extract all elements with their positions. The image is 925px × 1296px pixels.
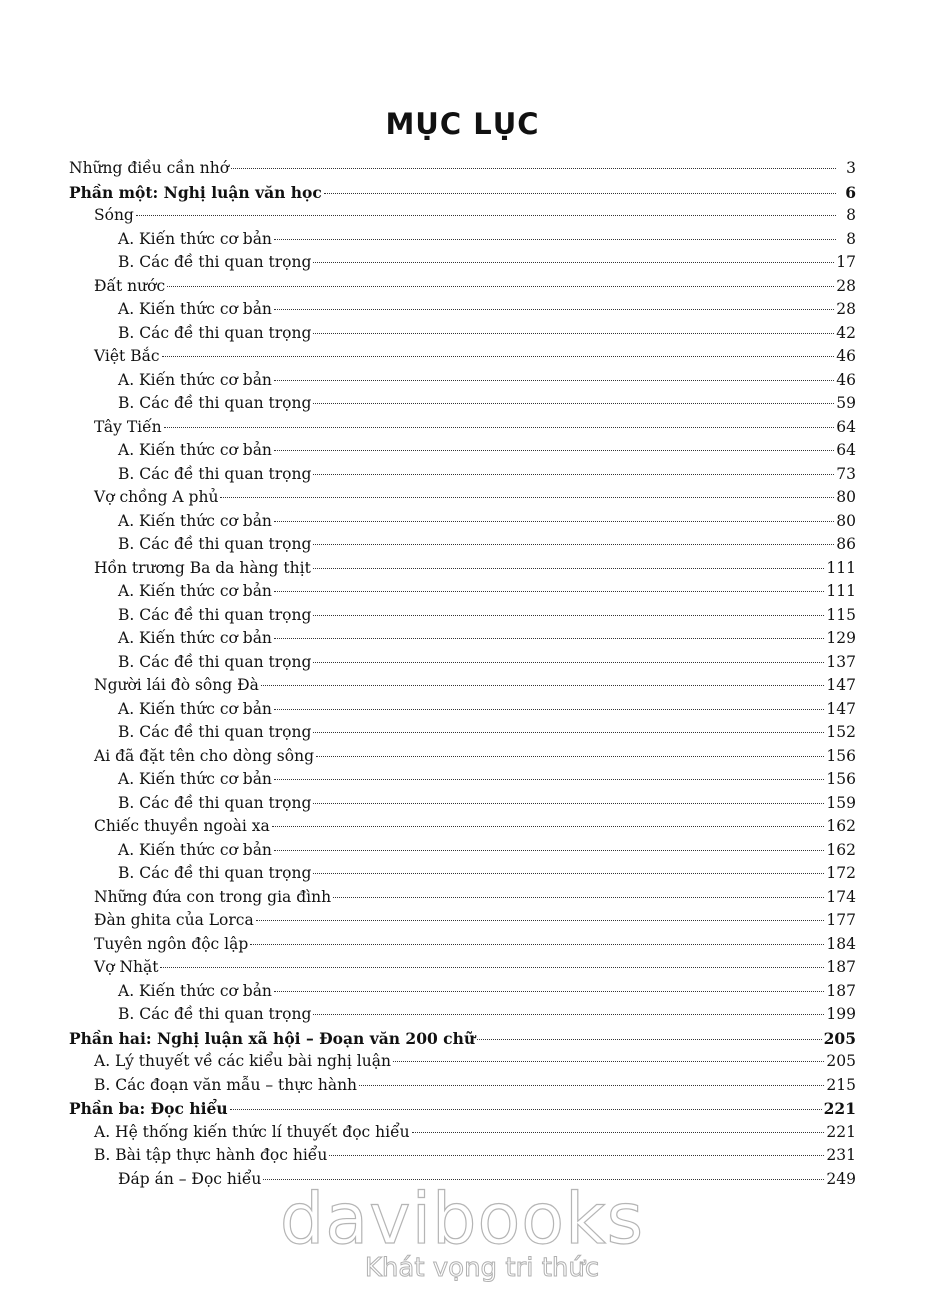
toc-entry-page-number: 187: [826, 958, 856, 976]
toc-entry-title: Ai đã đặt tên cho dòng sông: [94, 746, 314, 765]
toc-entry-title: B. Các đề thi quan trọng: [118, 323, 312, 342]
toc-entry-title: B. Các đề thi quan trọng: [118, 864, 312, 882]
toc-entry[interactable]: [69, 275, 856, 299]
toc-entry-title: Phần hai: Nghị luận xã hội – Đoạn văn 200 chữ: [69, 1028, 476, 1048]
toc-entry-page-number: 205: [826, 1052, 856, 1070]
toc-entry-page-number: 215: [826, 1075, 856, 1094]
toc-entry-page-number: 152: [826, 723, 856, 741]
toc-entry[interactable]: [69, 745, 856, 769]
toc-entry-title: Chiếc thuyền ngoài xa: [94, 817, 270, 835]
dot-leader: [313, 403, 834, 404]
toc-entry-page-number: 28: [836, 276, 856, 295]
toc-entry-page-number: 147: [826, 699, 856, 718]
dot-leader: [313, 333, 834, 334]
toc-entry[interactable]: [69, 463, 856, 487]
toc-entry[interactable]: [69, 533, 856, 557]
dot-leader: [313, 803, 824, 804]
toc-entry-title: B. Các đề thi quan trọng: [118, 1005, 312, 1023]
toc-entry[interactable]: [69, 439, 856, 463]
dot-leader: [250, 944, 824, 945]
toc-entry-page-number: 28: [836, 300, 856, 318]
toc-entry[interactable]: [69, 345, 856, 369]
dot-leader: [274, 709, 824, 710]
toc-entry-title: Những điều cần nhớ: [69, 159, 230, 177]
dot-leader: [333, 897, 824, 898]
toc-entry[interactable]: [69, 1003, 856, 1027]
toc-entry-title: Phần ba: Đọc hiểu: [69, 1099, 228, 1118]
toc-entry[interactable]: [69, 721, 856, 745]
toc-entry[interactable]: [69, 1121, 856, 1145]
toc-entry[interactable]: [69, 1074, 856, 1098]
toc-entry-title: Tây Tiến: [94, 417, 162, 436]
toc-entry[interactable]: [69, 181, 856, 205]
toc-entry-title: B. Các đoạn văn mẫu – thực hành: [94, 1075, 358, 1094]
toc-entry[interactable]: [69, 1097, 856, 1121]
toc-entry-page-number: 147: [826, 676, 856, 694]
dot-leader: [220, 497, 834, 498]
toc-entry[interactable]: [69, 298, 856, 322]
toc-entry[interactable]: [69, 933, 856, 957]
dot-leader: [324, 193, 836, 194]
toc-entry-page-number: 156: [826, 746, 856, 765]
toc-entry-title: A. Kiến thức cơ bản: [118, 370, 272, 389]
toc-entry-title: B. Các đề thi quan trọng: [118, 652, 312, 671]
toc-entry-title: Người lái đò sông Đà: [94, 676, 259, 694]
toc-entry[interactable]: [69, 204, 856, 228]
toc-entry-title: Đất nước: [94, 276, 166, 295]
toc-entry-page-number: 137: [826, 652, 856, 671]
toc-entry-title: Vợ chồng A phủ: [94, 488, 219, 506]
toc-entry-page-number: 162: [826, 840, 856, 859]
toc-entry-page-number: 64: [836, 441, 856, 459]
toc-entry-page-number: 221: [826, 1122, 856, 1141]
dot-leader: [261, 685, 825, 686]
dot-leader: [274, 850, 824, 851]
dot-leader: [359, 1085, 824, 1086]
toc-entry[interactable]: [69, 251, 856, 275]
toc-entry-title: A. Kiến thức cơ bản: [118, 582, 272, 600]
toc-entry-page-number: 111: [826, 582, 856, 600]
toc-entry-page-number: 172: [826, 864, 856, 882]
toc-entry-page-number: 129: [826, 629, 856, 647]
toc-entry-title: Hồn trương Ba da hàng thịt: [94, 558, 311, 577]
toc-entry-page-number: 162: [826, 817, 856, 835]
toc-entry-page-number: 199: [826, 1005, 856, 1023]
toc-entry-page-number: 80: [836, 511, 856, 530]
toc-entry[interactable]: [69, 862, 856, 886]
toc-entry[interactable]: [69, 1050, 856, 1074]
toc-entry-page-number: 59: [836, 394, 856, 412]
toc-entry-page-number: 6: [845, 182, 856, 202]
dot-leader: [160, 967, 824, 968]
toc-entry-page-number: 3: [846, 159, 856, 177]
dot-leader: [164, 427, 835, 428]
toc-entry-page-number: 17: [836, 253, 856, 271]
toc-entry-title: Sóng: [94, 206, 134, 224]
dot-leader: [274, 380, 834, 381]
toc-entry-title: B. Các đề thi quan trọng: [118, 535, 312, 553]
toc-entry[interactable]: [69, 815, 856, 839]
toc-entry[interactable]: [69, 580, 856, 604]
dot-leader: [477, 1039, 822, 1040]
toc-entry[interactable]: [69, 839, 856, 863]
dot-leader: [231, 168, 836, 169]
dot-leader: [313, 544, 834, 545]
dot-leader: [313, 474, 834, 475]
toc-entry-title: A. Kiến thức cơ bản: [118, 981, 272, 1000]
toc-entry[interactable]: [69, 792, 856, 816]
toc-entry-page-number: 159: [826, 793, 856, 812]
toc-entry-title: A. Kiến thức cơ bản: [118, 840, 272, 859]
dot-leader: [274, 309, 834, 310]
toc-entry-page-number: 111: [826, 558, 856, 577]
toc-entry-page-number: 46: [836, 347, 856, 365]
toc-entry-title: A. Lý thuyết về các kiểu bài nghị luận: [94, 1052, 391, 1070]
toc-entry-title: B. Bài tập thực hành đọc hiểu: [94, 1146, 328, 1164]
toc-entry-title: B. Các đề thi quan trọng: [118, 394, 312, 412]
toc-entry[interactable]: [69, 157, 856, 181]
dot-leader: [136, 215, 836, 216]
toc-entry[interactable]: [69, 369, 856, 393]
toc-entry[interactable]: [69, 909, 856, 933]
dot-leader: [393, 1061, 824, 1062]
dot-leader: [313, 262, 834, 263]
dot-leader: [256, 920, 825, 921]
toc-entry[interactable]: [69, 510, 856, 534]
toc-entry-title: B. Các đề thi quan trọng: [118, 723, 312, 741]
toc-entry-title: Đáp án – Đọc hiểu: [118, 1169, 262, 1188]
toc-entry-title: A. Kiến thức cơ bản: [118, 300, 272, 318]
dot-leader: [274, 239, 836, 240]
dot-leader: [313, 615, 824, 616]
toc-entry-page-number: 205: [823, 1028, 856, 1048]
dot-leader: [274, 991, 824, 992]
toc-entry[interactable]: [69, 627, 856, 651]
toc-entry[interactable]: [69, 228, 856, 252]
toc-entry-page-number: 221: [823, 1099, 856, 1118]
toc-entry-title: B. Các đề thi quan trọng: [118, 253, 312, 271]
toc-entry[interactable]: [69, 698, 856, 722]
toc-entry-page-number: 249: [826, 1169, 856, 1188]
toc-entry[interactable]: [69, 651, 856, 675]
toc-entry[interactable]: [69, 486, 856, 510]
toc-entry[interactable]: [69, 886, 856, 910]
toc-entry[interactable]: [69, 980, 856, 1004]
dot-leader: [313, 732, 824, 733]
dot-leader: [329, 1155, 824, 1156]
toc-entry[interactable]: [69, 1144, 856, 1168]
toc-entry-title: B. Các đề thi quan trọng: [118, 464, 312, 483]
toc-entry-title: A. Kiến thức cơ bản: [118, 229, 272, 248]
toc-entry-page-number: 156: [826, 770, 856, 788]
toc-entry-title: Phần một: Nghị luận văn học: [69, 182, 322, 202]
table-of-contents: [69, 157, 856, 1191]
toc-entry-page-number: 86: [836, 535, 856, 553]
watermark-brand: davibooks: [279, 1178, 645, 1260]
dot-leader: [313, 873, 824, 874]
toc-entry-title: Việt Bắc: [94, 347, 160, 365]
dot-leader: [274, 779, 824, 780]
toc-entry[interactable]: [69, 674, 856, 698]
toc-entry-page-number: 42: [836, 323, 856, 342]
page-title: MỤC LỤC: [385, 107, 540, 142]
toc-entry[interactable]: [69, 416, 856, 440]
toc-entry-page-number: 115: [826, 605, 856, 624]
toc-entry-title: A. Kiến thức cơ bản: [118, 699, 272, 718]
toc-entry-title: Vợ Nhặt: [94, 958, 159, 976]
watermark: [262, 1178, 662, 1283]
dot-leader: [313, 662, 824, 663]
dot-leader: [274, 450, 834, 451]
toc-entry-title: Đàn ghita của Lorca: [94, 911, 254, 929]
toc-entry[interactable]: [69, 1027, 856, 1051]
dot-leader: [313, 1014, 824, 1015]
toc-entry-page-number: 73: [836, 464, 856, 483]
watermark-tagline: Khát vọng tri thức: [364, 1253, 600, 1283]
toc-entry-title: A. Kiến thức cơ bản: [118, 441, 272, 459]
dot-leader: [316, 756, 824, 757]
toc-entry-page-number: 46: [836, 370, 856, 389]
toc-entry-page-number: 174: [826, 887, 856, 906]
dot-leader: [274, 521, 834, 522]
dot-leader: [167, 286, 834, 287]
toc-entry[interactable]: [69, 322, 856, 346]
toc-entry-page-number: 8: [846, 206, 856, 224]
toc-entry-title: Tuyên ngôn độc lập: [94, 934, 249, 953]
dot-leader: [313, 568, 825, 569]
dot-leader: [230, 1109, 822, 1110]
toc-entry-page-number: 231: [826, 1146, 856, 1164]
dot-leader: [274, 638, 824, 639]
toc-entry-page-number: 80: [836, 488, 856, 506]
toc-entry-page-number: 184: [826, 934, 856, 953]
toc-entry[interactable]: [69, 392, 856, 416]
toc-entry[interactable]: [69, 604, 856, 628]
toc-entry-title: A. Kiến thức cơ bản: [118, 770, 272, 788]
dot-leader: [272, 826, 825, 827]
toc-entry-page-number: 177: [826, 911, 856, 929]
toc-entry-title: A. Kiến thức cơ bản: [118, 629, 272, 647]
toc-entry[interactable]: [69, 768, 856, 792]
toc-entry-title: B. Các đề thi quan trọng: [118, 793, 312, 812]
dot-leader: [412, 1132, 825, 1133]
dot-leader: [162, 356, 835, 357]
toc-entry-page-number: 64: [836, 417, 856, 436]
toc-entry[interactable]: [69, 557, 856, 581]
toc-entry-title: B. Các đề thi quan trọng: [118, 605, 312, 624]
toc-entry-title: A. Kiến thức cơ bản: [118, 511, 272, 530]
toc-entry-title: A. Hệ thống kiến thức lí thuyết đọc hiểu: [94, 1122, 410, 1141]
toc-entry-title: Những đứa con trong gia đình: [94, 887, 332, 906]
dot-leader: [274, 591, 824, 592]
toc-entry-page-number: 187: [826, 981, 856, 1000]
toc-entry[interactable]: [69, 956, 856, 980]
toc-entry-page-number: 8: [846, 229, 856, 248]
